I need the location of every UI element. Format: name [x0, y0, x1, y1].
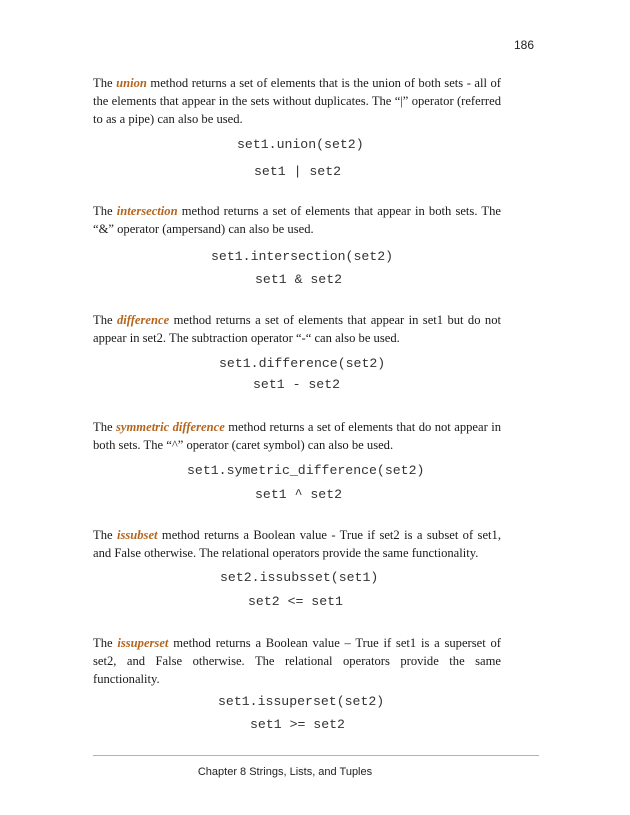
difference-keyword: difference	[116, 313, 170, 327]
issuperset-paragraph: The issuperset method returns a Boolean value – True if set1 is a superset of set2, and False otherwise. The relational operators provide the same functionality.	[93, 636, 501, 686]
union-method-code: set1.union(set2)	[237, 137, 364, 152]
issubset-method-code: set2.issubsset(set1)	[220, 570, 379, 585]
intersection-operator-code: set1 & set2	[255, 272, 343, 287]
issuperset-operator-code: set1 >= set2	[250, 717, 345, 732]
footer	[0, 766, 630, 778]
union-paragraph: The union method returns a set of elements that is the union of both sets - all of the elements that appear in the sets without duplicates. The “|” operator (referred to as a pipe) can also be used.	[93, 76, 501, 126]
difference-method-code: set1.difference(set2)	[219, 356, 386, 371]
symmetric-difference-keyword: symmetric difference	[116, 420, 225, 434]
intersection-method-code: set1.intersection(set2)	[211, 249, 394, 264]
footer-chapter-title: Chapter 8 Strings, Lists, and Tuples	[197, 766, 373, 778]
union-keyword: union	[116, 76, 147, 90]
page-number: 186	[514, 38, 535, 52]
intersection-keyword: intersection	[116, 204, 178, 218]
intersection-paragraph: The intersection method returns a set of elements that appear in both sets. The “&” operator (ampersand) can also be used.	[93, 204, 501, 236]
footer-divider	[93, 755, 539, 756]
issuperset-keyword: issuperset	[117, 636, 169, 650]
symmetric-difference-operator-code: set1 ^ set2	[255, 487, 343, 502]
symmetric-difference-paragraph: The symmetric difference method returns a set of elements that do not appear in both sets. The “^” operator (caret symbol) can also be used.	[93, 420, 502, 452]
difference-operator-code: set1 - set2	[253, 377, 341, 392]
symmetric-difference-method-code: set1.symetric_difference(set2)	[187, 463, 425, 478]
issubset-paragraph: The issubset method returns a Boolean value - True if set2 is a subset of set1, and False otherwise. The relational operators provide the same functionality.	[93, 528, 501, 560]
issubset-operator-code: set2 <= set1	[248, 594, 343, 609]
issuperset-method-code: set1.issuperset(set2)	[218, 694, 385, 709]
union-operator-code: set1 | set2	[254, 164, 342, 179]
difference-paragraph: The difference method returns a set of elements that appear in set1 but do not appear in set2. The subtraction operator “-“ can also be used.	[93, 313, 502, 345]
issubset-keyword: issubset	[116, 528, 158, 542]
